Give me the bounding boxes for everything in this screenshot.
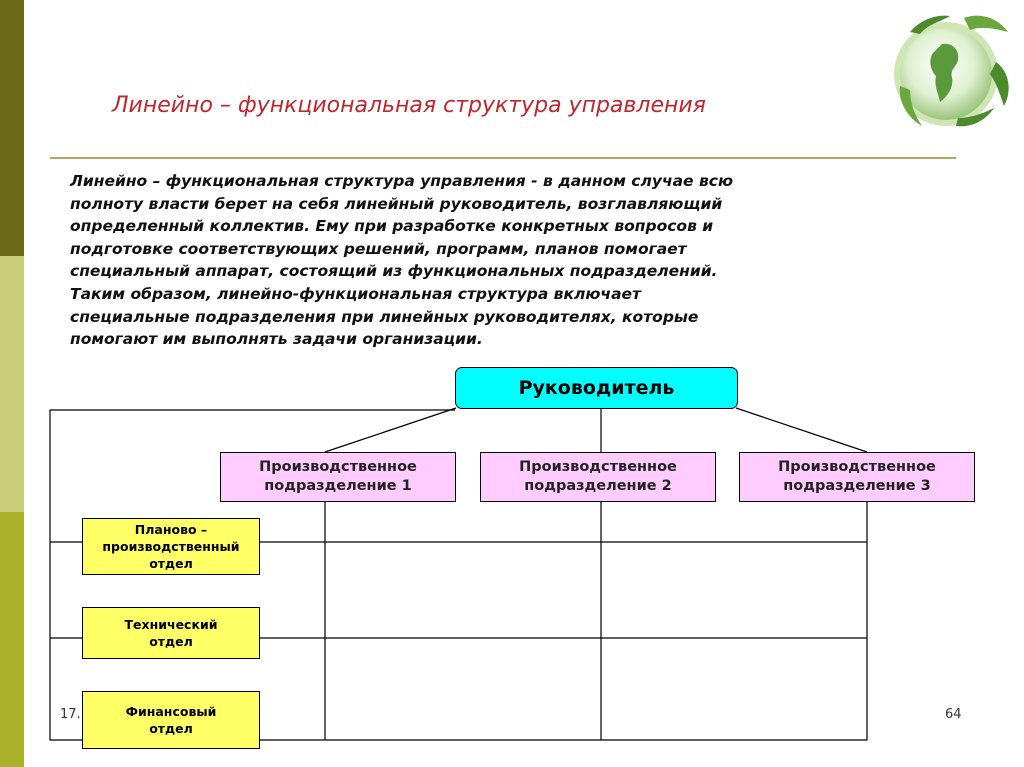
- manager-box: Руководитель: [455, 367, 738, 409]
- production-unit-label: Производственное: [778, 459, 936, 475]
- production-unit-label: подразделение 2: [524, 478, 672, 494]
- description-line: Линейно – функциональная структура управления - в данном случае всю: [70, 172, 734, 190]
- production-unit-label: Производственное: [259, 459, 417, 475]
- department-label: отдел: [149, 721, 193, 736]
- planning-department-box: [82, 518, 260, 575]
- technical-department-box: [82, 607, 260, 659]
- production-unit-label: Производственное: [519, 459, 677, 475]
- description-line: помогают им выполнять задачи организации.: [70, 330, 483, 349]
- production-unit-label: подразделение 3: [783, 478, 931, 494]
- department-label: отдел: [149, 556, 193, 571]
- department-label: Финансовый: [125, 704, 217, 719]
- description-line: специальные подразделения при линейных руководителях, которые: [70, 307, 699, 326]
- description-line: полноту власти берет на себя линейный руководитель, возглавляющий: [70, 194, 723, 213]
- department-label: отдел: [149, 634, 193, 649]
- production-unit-1: [220, 452, 456, 502]
- description-line: определенный коллектив. Ему при разработке конкретных вопросов и: [70, 217, 714, 236]
- page-number: 64: [945, 707, 962, 722]
- description-line: подготовке соответствующих решений, программ, планов помогает: [70, 239, 687, 258]
- footer-date: 17.: [60, 707, 81, 722]
- production-unit-label: подразделение 1: [264, 478, 412, 494]
- department-label: Планово –: [134, 522, 208, 537]
- description-line: Таким образом, линейно-функциональная структура включает: [70, 284, 642, 303]
- slide-title: Линейно – функциональная структура управления: [112, 93, 706, 118]
- production-unit-2: [480, 452, 716, 502]
- department-label: производственный: [102, 539, 240, 554]
- production-unit-3: [739, 452, 975, 502]
- description-line: специальный аппарат, состоящий из функциональных подразделений.: [70, 262, 718, 281]
- finance-department-box: [82, 691, 260, 749]
- department-label: Технический: [124, 617, 218, 632]
